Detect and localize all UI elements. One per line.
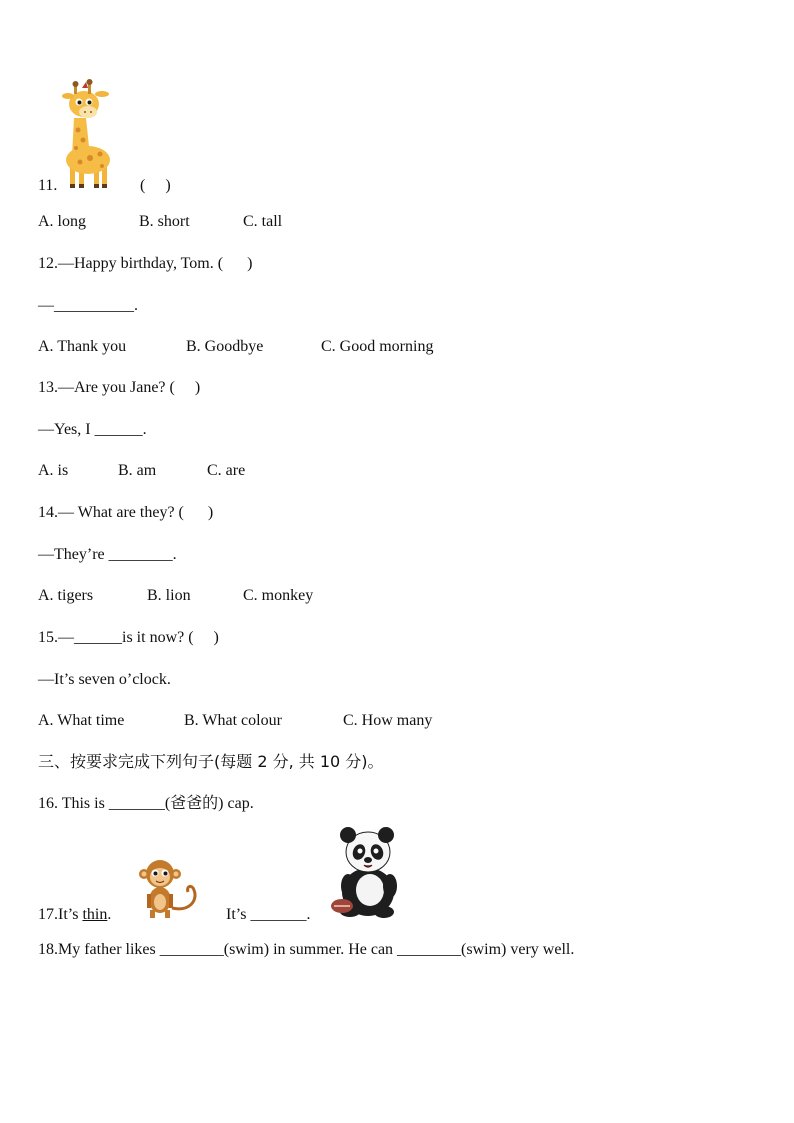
q12-prompt: 12.—Happy birthday, Tom. ( ) [38, 255, 253, 272]
q14-prompt: 14.— What are they? ( ) [38, 504, 214, 521]
q13-option-b: B. am [118, 462, 157, 479]
q17-underlined-word: thin [82, 906, 108, 923]
q15-prompt: 15.—______is it now? ( ) [38, 629, 219, 646]
section-3-heading: 三、按要求完成下列句子(每题 2 分, 共 10 分)。 [38, 752, 384, 771]
q11-answer-paren: ( ) [140, 177, 171, 194]
q13-option-c: C. are [207, 462, 246, 479]
q14-option-a: A. tigers [38, 587, 94, 604]
q15-answer-line: —It’s seven o’clock. [38, 671, 171, 688]
q15-option-b: B. What colour [184, 712, 282, 729]
q12-option-a: A. Thank you [38, 338, 127, 355]
q14-option-b: B. lion [147, 587, 191, 604]
q15-option-c: C. How many [343, 712, 433, 729]
q12-option-b: B. Goodbye [186, 338, 264, 355]
q13-prompt: 13.—Are you Jane? ( ) [38, 379, 201, 396]
q11-number: 11. [38, 177, 58, 194]
q15-option-a: A. What time [38, 712, 125, 729]
q13-option-a: A. is [38, 462, 69, 479]
q17-suffix: . [107, 906, 112, 923]
q13-answer-line: —Yes, I ______. [38, 421, 147, 438]
q11-option-c: C. tall [243, 213, 283, 230]
q18-text: 18.My father likes ________(swim) in summer. He can ________(swim) very well. [38, 941, 575, 958]
q11-option-a: A. long [38, 213, 86, 230]
q11-option-b: B. short [139, 213, 190, 230]
giraffe-icon [60, 78, 116, 190]
monkey-icon [132, 856, 204, 920]
q17-second-sentence: It’s _______. [226, 906, 311, 923]
panda-icon [328, 826, 404, 920]
q12-answer-line: —__________. [38, 297, 138, 314]
q14-option-c: C. monkey [243, 587, 314, 604]
q17-first-sentence [38, 905, 111, 925]
q14-answer-line: —They’re ________. [38, 546, 177, 563]
q16-text: 16. This is _______(爸爸的) cap. [38, 795, 254, 812]
q12-option-c: C. Good morning [321, 338, 434, 355]
q17-prefix: 17.It’s [38, 906, 83, 923]
